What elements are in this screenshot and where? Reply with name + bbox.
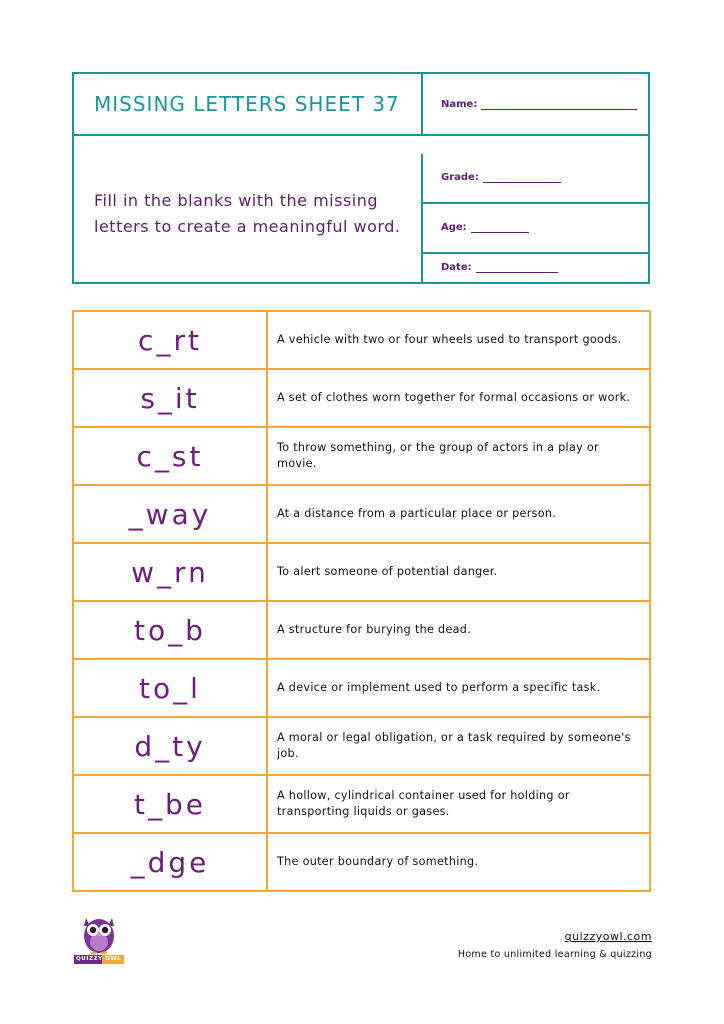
definition: A vehicle with two or four wheels used to transport goods. (277, 333, 622, 346)
table-row (74, 544, 649, 602)
missing-letters-table (72, 310, 651, 892)
title-cell (74, 74, 423, 136)
word-with-blank[interactable]: c_rt (74, 312, 268, 368)
worksheet-header (72, 72, 650, 284)
table-row (74, 776, 649, 834)
worksheet-title: MISSING LETTERS SHEET 37 (94, 92, 400, 116)
instructions-cell (74, 154, 423, 283)
word-with-blank[interactable]: s_it (74, 370, 268, 426)
word-with-blank[interactable]: to_b (74, 602, 268, 658)
info-fields (423, 154, 648, 283)
tagline: Home to unlimited learning & quizzing (457, 949, 652, 960)
table-row (74, 312, 649, 370)
name-blank-line[interactable] (481, 99, 637, 110)
age-field[interactable] (423, 204, 648, 254)
word-with-blank[interactable]: t_be (74, 776, 268, 832)
table-row (74, 718, 649, 776)
name-field[interactable] (423, 74, 648, 136)
definition: To throw something, or the group of actors in a play or movie. (277, 441, 599, 470)
word-with-blank[interactable]: to_l (74, 660, 268, 716)
table-row (74, 428, 649, 486)
date-field[interactable] (423, 254, 648, 283)
word-with-blank[interactable]: _way (74, 486, 268, 542)
table-row (74, 486, 649, 544)
name-label: Name: (441, 98, 478, 110)
definition: A moral or legal obligation, or a task required by someone's job. (277, 731, 631, 760)
instructions-text: Fill in the blanks with the missing letters to create a meaningful word. (94, 190, 401, 236)
word-with-blank[interactable]: _dge (74, 834, 268, 890)
definition: A set of clothes worn together for formal occasions or work. (277, 391, 631, 404)
definition: A hollow, cylindrical container used for holding or transporting liquids or gases. (277, 789, 570, 818)
definition: At a distance from a particular place or person. (277, 507, 557, 520)
quizzyowl-logo (74, 912, 124, 964)
footer (458, 930, 652, 960)
table-row (74, 370, 649, 428)
date-label: Date: (441, 262, 472, 274)
table-row (74, 660, 649, 718)
definition: The outer boundary of something. (277, 855, 479, 868)
grade-label: Grade: (441, 172, 479, 183)
logo-text: QUIZZY OWL (76, 956, 122, 962)
grade-blank-line[interactable] (483, 172, 561, 183)
table-row (74, 834, 649, 890)
word-with-blank[interactable]: d_ty (74, 718, 268, 774)
definition: A structure for burying the dead. (277, 623, 472, 636)
age-blank-line[interactable] (471, 222, 529, 233)
word-with-blank[interactable]: w_rn (74, 544, 268, 600)
grade-field[interactable] (423, 154, 648, 204)
word-with-blank[interactable]: c_st (74, 428, 268, 484)
site-link[interactable]: quizzyowl.com (564, 930, 652, 943)
date-blank-line[interactable] (476, 262, 558, 273)
definition: A device or implement used to perform a specific task. (277, 681, 601, 694)
table-row (74, 602, 649, 660)
definition: To alert someone of potential danger. (277, 565, 498, 578)
age-label: Age: (441, 222, 467, 233)
